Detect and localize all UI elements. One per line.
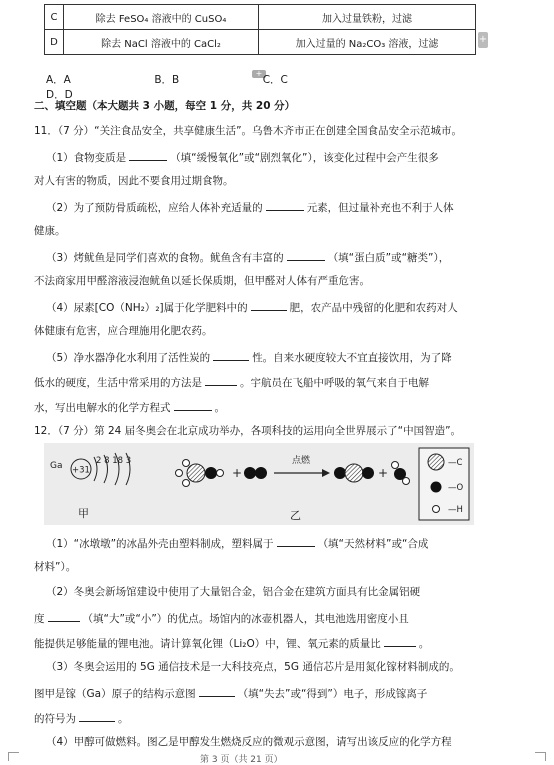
add-column-handle[interactable]: + — [252, 70, 266, 78]
q12-part3-cont: 图甲是镓（Ga）原子的结构示意图 （填“失去”或“得到”）电子，形成镓离子 — [34, 685, 522, 701]
water-molecule — [392, 462, 410, 485]
q12-part2-end: 能提供足够能量的锂电池。请计算氧化锂（Li₂O）中，锂、氧元素的质量比 。 — [34, 635, 522, 651]
answer-blank[interactable] — [266, 199, 304, 211]
q12-part3-end: 的符号为 。 — [34, 710, 522, 726]
carbon-dioxide-molecule — [334, 464, 374, 482]
q12-part2-cont: 度 （填“大”或“小”）的优点。场馆内的冰壶机器人，其电池选用密度小且 — [34, 610, 522, 626]
q11-part1: （1）食物变质是 （填“缓慢氧化”或“剧烈氧化”），该变化过程中会产生很多 — [46, 149, 534, 165]
answer-blank[interactable] — [251, 299, 287, 311]
figure-label-yi: 乙 — [290, 509, 301, 522]
hydrogen-atom — [183, 480, 190, 487]
hydrogen-atom — [403, 478, 410, 485]
page-corner-mark — [535, 752, 546, 761]
oxygen-molecule — [244, 467, 267, 479]
q12-stem: 12．（7 分）第 24 届冬奥会在北京成功举办，各项科技的运用向全世界展示了“中国智造”。 — [34, 425, 462, 437]
ga-symbol-label: Ga — [50, 461, 63, 471]
option-key: C — [45, 5, 64, 30]
add-row-handle[interactable]: + — [478, 32, 488, 48]
oxygen-atom — [334, 467, 346, 479]
q11-part5-cont: 低水的硬度，生活中常采用的方法是 。宇航员在飞船中呼吸的氧气来自于电解 — [34, 374, 522, 390]
answer-blank[interactable] — [79, 710, 115, 722]
q11-part3: （3）烤鱿鱼是同学们喜欢的食物。鱿鱼含有丰富的 （填“蛋白质”或“糖类”）， — [46, 249, 534, 265]
nucleus-charge: +31 — [72, 465, 90, 476]
table-row — [45, 5, 476, 30]
q12-part3: （3）冬奥会运用的 5G 通信技术是一大科技亮点，5G 通信芯片是用氮化镓材料制成的。 — [46, 661, 460, 673]
option-method: 加入过量铁粉，过滤 — [259, 5, 476, 30]
carbon-atom — [345, 464, 363, 482]
answer-blank[interactable] — [287, 249, 325, 261]
q12-part1-cont: 材料”）。 — [34, 561, 77, 573]
oxygen-atom — [244, 467, 256, 479]
legend-hydrogen-atom — [433, 506, 440, 513]
answer-blank[interactable] — [213, 349, 249, 361]
choice-d: D．D — [46, 89, 73, 101]
answer-blank[interactable] — [129, 149, 167, 161]
answer-blank[interactable] — [199, 685, 235, 697]
reaction-arrowhead — [322, 469, 330, 477]
answer-blank[interactable] — [174, 399, 212, 411]
q11-part2-cont: 健康。 — [34, 225, 66, 237]
ga-atom-diagram — [50, 453, 131, 520]
option-task: 除去 FeSO₄ 溶液中的 CuSO₄ — [64, 5, 259, 30]
option-task: 除去 NaCl 溶液中的 CaCl₂ — [64, 30, 259, 55]
q11-stem: 11．（7 分）“关注食品安全，共享健康生活”。乌鲁木齐市正在创建全国食品安全示范城市。 — [34, 125, 463, 137]
option-key: D — [45, 30, 64, 55]
choice-a: A．A — [46, 74, 71, 86]
q12-part2: （2）冬奥会新场馆建设中使用了大量铝合金，铝合金在建筑方面具有比金属铝硬 — [46, 586, 421, 598]
q11-part4: （4）尿素[CO（NH₂）₂]属于化学肥料中的 肥，农产品中残留的化肥和农药对人 — [46, 299, 534, 315]
page-corner-mark — [8, 752, 19, 761]
shell-electrons: 2 8 18 3 — [96, 456, 132, 466]
legend-hydrogen-label: —H — [448, 505, 463, 515]
hydrogen-atom — [183, 460, 190, 467]
figure-svg — [44, 443, 474, 525]
hydrogen-atom — [392, 462, 399, 469]
plus-sign: + — [232, 466, 243, 480]
q12-part4: （4）甲醇可做燃料。图乙是甲醇发生燃烧反应的微观示意图，请写出该反应的化学方程 — [46, 736, 452, 748]
q12-part1: （1）“冰墩墩”的冰晶外壳由塑料制成，塑料属于 （填“天然材料”或“合成 — [46, 535, 534, 551]
choice-c: C．C — [262, 74, 288, 86]
q11-part3-cont: 不法商家用甲醛溶液浸泡鱿鱼以延长保质期，但甲醛对人体有严重危害。 — [34, 275, 370, 287]
reaction-condition: 点燃 — [292, 456, 311, 466]
carbon-atom — [187, 464, 205, 482]
legend-carbon-label: —C — [448, 458, 463, 468]
q11-part4-cont: 体健康有危害，应合理施用化肥农药。 — [34, 325, 213, 337]
option-method: 加入过量的 Na₂CO₃ 溶液，过滤 — [259, 30, 476, 55]
table-row — [45, 30, 476, 55]
figure-label-jia: 甲 — [78, 507, 89, 520]
page-footer: 第 3 页（共 21 页） — [200, 755, 283, 765]
atom-legend — [419, 448, 469, 520]
answer-blank[interactable] — [384, 635, 416, 647]
methanol-molecule — [176, 460, 224, 487]
options-table — [44, 4, 476, 55]
q11-part2: （2）为了预防骨质疏松，应给人体补充适量的 元素，但过量补充也不利于人体 — [46, 199, 534, 215]
answer-blank[interactable] — [205, 374, 237, 386]
q11-part5-end: 水，写出电解水的化学方程式 。 — [34, 399, 522, 415]
hydrogen-atom — [176, 470, 183, 477]
oxygen-atom — [362, 467, 374, 479]
hydrogen-atom — [217, 470, 224, 477]
q11-part1-cont: 对人有害的物质，因此不要食用过期食物。 — [34, 175, 234, 187]
oxygen-atom — [255, 467, 267, 479]
answer-blank[interactable] — [48, 610, 80, 622]
section-heading: 二、填空题（本大题共 3 小题，每空 1 分，共 20 分） — [34, 100, 296, 112]
choice-b: B．B — [154, 74, 180, 86]
legend-carbon-atom — [428, 454, 444, 470]
answer-choices — [46, 72, 466, 102]
q11-part5: （5）净水器净化水利用了活性炭的 性。自来水硬度较大不宜直接饮用，为了降 — [46, 349, 534, 365]
legend-oxygen-atom — [431, 482, 442, 493]
plus-sign: + — [378, 466, 389, 480]
answer-blank[interactable] — [277, 535, 315, 547]
oxygen-atom — [205, 467, 217, 479]
q12-figure — [44, 443, 474, 525]
legend-oxygen-label: —O — [448, 483, 464, 493]
